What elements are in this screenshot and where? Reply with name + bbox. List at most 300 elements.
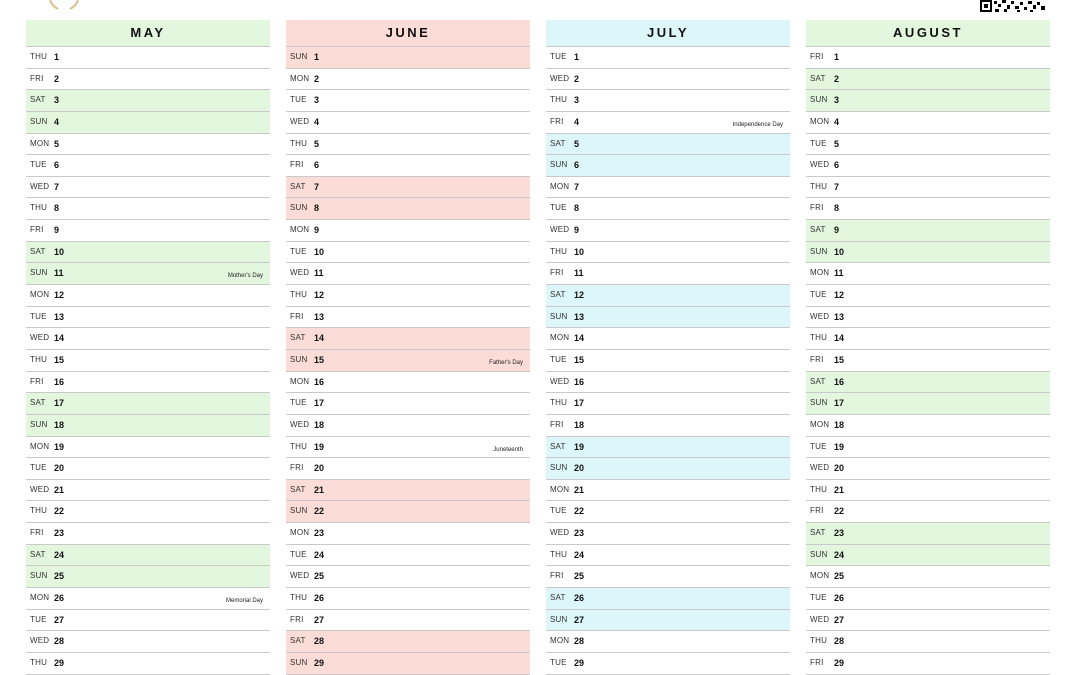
day-row [26,437,270,459]
day-number: 23 [574,528,585,539]
day-of-week: THU [30,52,48,61]
day-row [286,458,530,480]
day-row [806,631,1050,653]
day-of-week: THU [810,484,828,494]
day-of-week: WED [290,116,310,126]
day-number: 21 [314,484,325,495]
day-of-week: MON [30,290,50,300]
day-row [806,523,1050,545]
day-number: 10 [834,246,845,257]
day-of-week: WED [810,311,830,321]
day-row [546,393,790,415]
month-header: JULY [546,20,790,46]
day-row [26,631,270,653]
day-number: 8 [834,203,840,214]
day-number: 25 [314,571,325,582]
day-row [286,415,530,437]
day-row [806,242,1050,264]
day-of-week: FRI [550,116,564,126]
day-of-week: MON [810,571,830,581]
day-of-week: TUE [550,203,567,213]
day-row [286,220,530,242]
day-of-week: MON [290,528,310,538]
day-number: 14 [54,333,65,344]
day-number: 1 [574,52,580,62]
day-number: 10 [314,246,325,257]
day-list [546,46,790,675]
day-row [806,177,1050,199]
month-column-may [26,20,270,675]
day-of-week: SUN [290,354,308,364]
day-row [806,393,1050,415]
day-of-week: FRI [550,571,564,581]
day-row [26,177,270,199]
day-number: 6 [574,160,580,171]
day-row [286,263,530,285]
day-of-week: TUE [290,95,307,105]
day-row [286,588,530,610]
day-of-week: SAT [550,290,566,300]
day-of-week: THU [30,203,48,213]
day-of-week: FRI [30,225,44,235]
day-number: 4 [314,116,320,127]
day-row [546,69,790,91]
day-number: 26 [574,593,585,604]
day-row [546,437,790,459]
day-row [806,307,1050,329]
day-of-week: THU [30,657,48,667]
day-number: 8 [574,203,580,214]
day-row [26,501,270,523]
day-row [546,90,790,112]
day-row [286,372,530,394]
day-row [546,372,790,394]
day-number: 19 [54,441,65,452]
day-of-week: FRI [290,463,304,473]
day-row [286,566,530,588]
day-row [26,307,270,329]
day-row [806,653,1050,675]
day-of-week: TUE [810,138,827,148]
day-row [26,588,270,610]
day-row [546,263,790,285]
day-row [286,328,530,350]
day-of-week: FRI [810,657,824,667]
day-of-week: SUN [810,398,828,408]
day-number: 2 [54,73,60,84]
day-of-week: SUN [30,419,48,429]
day-row [806,155,1050,177]
day-row [26,47,270,69]
day-row [26,653,270,675]
day-of-week: THU [550,95,568,105]
day-of-week: MON [290,73,310,83]
day-number: 9 [574,225,580,236]
day-row [806,220,1050,242]
day-number: 12 [834,290,845,301]
day-row [546,328,790,350]
day-of-week: FRI [810,52,824,61]
day-number: 17 [834,398,845,409]
day-number: 24 [574,549,585,560]
day-of-week: SAT [290,181,306,191]
day-of-week: MON [810,116,830,126]
day-row [546,47,790,69]
day-number: 23 [834,528,845,539]
day-number: 14 [834,333,845,344]
month-header: AUGUST [806,20,1050,46]
day-of-week: SUN [550,160,568,170]
day-number: 20 [834,463,845,474]
month-header: JUNE [286,20,530,46]
day-number: 15 [834,354,845,365]
day-of-week: SAT [810,225,826,235]
day-of-week: FRI [290,311,304,321]
qr-code-icon [980,0,1046,13]
day-row [546,588,790,610]
day-of-week: TUE [550,354,567,364]
day-number: 16 [834,376,845,387]
day-row [546,501,790,523]
day-row [286,90,530,112]
day-list [286,46,530,675]
day-of-week: TUE [810,593,827,603]
day-of-week: THU [290,138,308,148]
day-number: 9 [314,225,320,236]
day-number: 6 [54,160,60,171]
day-number: 11 [834,268,844,279]
day-row [806,69,1050,91]
day-of-week: TUE [30,463,47,473]
day-row [26,198,270,220]
day-row [286,393,530,415]
day-row [286,501,530,523]
day-of-week: SUN [550,463,568,473]
day-of-week: THU [550,246,568,256]
day-number: 9 [54,225,60,236]
day-number: 26 [314,593,325,604]
day-number: 18 [314,419,325,430]
day-number: 16 [574,376,585,387]
day-row [546,220,790,242]
day-row [286,610,530,632]
day-number: 1 [834,52,840,62]
day-number: 16 [54,376,65,387]
day-row [806,480,1050,502]
day-number: 19 [574,441,585,452]
day-row [806,458,1050,480]
month-column-july [546,20,790,675]
day-row [546,134,790,156]
day-number: 4 [574,116,580,127]
day-number: 3 [574,95,580,106]
day-list [26,46,270,675]
day-number: 1 [54,52,60,62]
day-row [546,631,790,653]
day-number: 22 [834,506,845,517]
day-number: 10 [574,246,585,257]
day-of-week: THU [550,398,568,408]
day-row [286,631,530,653]
day-number: 9 [834,225,840,236]
day-row [546,415,790,437]
day-of-week: THU [810,636,828,646]
day-of-week: SUN [810,246,828,256]
day-of-week: FRI [30,73,44,83]
day-of-week: MON [550,484,570,494]
month-column-june [286,20,530,675]
wheat-logo-icon [44,0,84,10]
day-of-week: FRI [810,506,824,516]
day-row [26,350,270,372]
day-number: 14 [314,333,325,344]
day-row [286,112,530,134]
day-of-week: SUN [550,614,568,624]
day-of-week: SAT [290,333,306,343]
day-row [546,523,790,545]
day-row [26,372,270,394]
day-of-week: WED [550,528,570,538]
day-row [26,610,270,632]
day-row [26,480,270,502]
day-row [286,47,530,69]
day-of-week: TUE [810,441,827,451]
day-number: 27 [54,614,65,625]
day-number: 28 [574,636,585,647]
day-number: 23 [54,528,65,539]
day-number: 20 [574,463,585,474]
day-row [286,69,530,91]
day-number: 25 [54,571,65,582]
day-of-week: SUN [30,571,48,581]
day-number: 3 [314,95,320,106]
day-row [26,134,270,156]
day-number: 5 [574,138,580,149]
day-number: 19 [314,441,325,452]
day-row [286,285,530,307]
day-of-week: SAT [810,73,826,83]
day-of-week: TUE [30,160,47,170]
day-row [806,285,1050,307]
day-row [546,480,790,502]
day-of-week: SAT [290,484,306,494]
day-number: 4 [54,116,60,127]
day-of-week: SUN [290,506,308,516]
day-of-week: WED [30,484,50,494]
day-of-week: MON [30,441,50,451]
day-of-week: MON [30,138,50,148]
day-number: 18 [574,419,585,430]
day-of-week: WED [550,225,570,235]
day-row [546,155,790,177]
day-row [26,112,270,134]
day-number: 5 [54,138,60,149]
day-number: 18 [54,419,65,430]
month-header: MAY [26,20,270,46]
day-row [546,198,790,220]
day-of-week: FRI [550,419,564,429]
day-number: 28 [54,636,65,647]
day-number: 6 [834,160,840,171]
day-of-week: MON [810,419,830,429]
day-row [546,285,790,307]
day-of-week: WED [30,333,50,343]
day-of-week: SUN [30,116,48,126]
day-number: 12 [54,290,65,301]
day-of-week: FRI [550,268,564,278]
day-of-week: TUE [30,311,47,321]
day-row [26,458,270,480]
day-number: 4 [834,116,840,127]
day-of-week: SUN [30,268,48,278]
day-row [806,437,1050,459]
day-row [546,545,790,567]
day-number: 27 [834,614,845,625]
day-of-week: MON [810,268,830,278]
day-row [286,307,530,329]
day-row [286,350,530,372]
day-of-week: SAT [810,528,826,538]
day-list [806,46,1050,675]
day-number: 21 [574,484,585,495]
day-row [806,263,1050,285]
day-row [286,242,530,264]
day-number: 6 [314,160,320,171]
day-number: 12 [574,290,585,301]
day-number: 8 [314,203,320,214]
day-row [806,588,1050,610]
day-number: 5 [314,138,320,149]
day-of-week: SAT [810,376,826,386]
day-row [286,155,530,177]
day-row [806,134,1050,156]
day-of-week: FRI [30,376,44,386]
day-of-week: SAT [30,246,46,256]
day-number: 3 [834,95,840,106]
day-row [546,307,790,329]
day-row [286,177,530,199]
day-number: 26 [834,593,845,604]
day-number: 12 [314,290,325,301]
day-number: 27 [314,614,325,625]
day-number: 25 [574,571,585,582]
day-number: 3 [54,95,60,106]
day-number: 17 [574,398,585,409]
day-number: 13 [574,311,585,322]
day-number: 2 [314,73,320,84]
day-number: 22 [54,506,65,517]
day-of-week: FRI [810,354,824,364]
day-of-week: TUE [30,614,47,624]
day-row [26,90,270,112]
day-of-week: SAT [290,636,306,646]
day-number: 29 [54,657,65,668]
day-of-week: WED [810,160,830,170]
day-of-week: FRI [810,203,824,213]
day-number: 13 [834,311,845,322]
day-row [26,393,270,415]
day-number: 1 [314,52,320,62]
day-row [26,69,270,91]
day-row [806,350,1050,372]
day-of-week: THU [30,354,48,364]
day-of-week: WED [30,636,50,646]
day-number: 17 [314,398,325,409]
month-column-august [806,20,1050,675]
day-row [806,198,1050,220]
day-of-week: MON [550,181,570,191]
day-of-week: SUN [290,52,308,61]
holiday-label: Independence Day [732,121,783,128]
holiday-label: Memorial Day [225,598,263,605]
day-row [806,328,1050,350]
day-number: 21 [834,484,845,495]
day-row [546,566,790,588]
day-of-week: MON [550,333,570,343]
day-number: 7 [314,181,320,192]
day-of-week: FRI [290,160,304,170]
day-of-week: SAT [30,95,46,105]
day-number: 14 [574,333,585,344]
day-number: 26 [54,593,65,604]
day-of-week: TUE [550,657,567,667]
day-of-week: WED [550,73,570,83]
day-of-week: TUE [550,52,567,61]
day-number: 29 [834,657,845,668]
day-row [26,155,270,177]
day-number: 10 [54,246,65,257]
day-of-week: THU [810,181,828,191]
holiday-label: Father's Day [489,359,523,366]
day-of-week: SUN [290,657,308,667]
day-row [26,285,270,307]
day-number: 22 [314,506,325,517]
day-row [26,566,270,588]
day-number: 19 [834,441,845,452]
day-of-week: SAT [550,593,566,603]
day-number: 24 [834,549,845,560]
day-of-week: THU [810,333,828,343]
day-of-week: MON [550,636,570,646]
day-of-week: WED [30,181,50,191]
day-number: 2 [574,73,580,84]
day-number: 7 [54,181,60,192]
day-number: 21 [54,484,65,495]
day-number: 28 [834,636,845,647]
day-row [546,458,790,480]
day-number: 11 [574,268,584,279]
day-number: 8 [54,203,60,214]
day-row [546,112,790,134]
day-of-week: SUN [290,203,308,213]
day-number: 22 [574,506,585,517]
day-row [546,350,790,372]
day-of-week: WED [290,571,310,581]
day-of-week: THU [550,549,568,559]
day-number: 15 [574,354,585,365]
day-of-week: THU [30,506,48,516]
day-of-week: SAT [30,549,46,559]
day-number: 17 [54,398,65,409]
day-of-week: SUN [550,311,568,321]
day-of-week: TUE [290,549,307,559]
day-row [26,263,270,285]
day-number: 13 [314,311,325,322]
day-row [286,545,530,567]
day-row [286,480,530,502]
day-number: 2 [834,73,840,84]
day-row [26,523,270,545]
